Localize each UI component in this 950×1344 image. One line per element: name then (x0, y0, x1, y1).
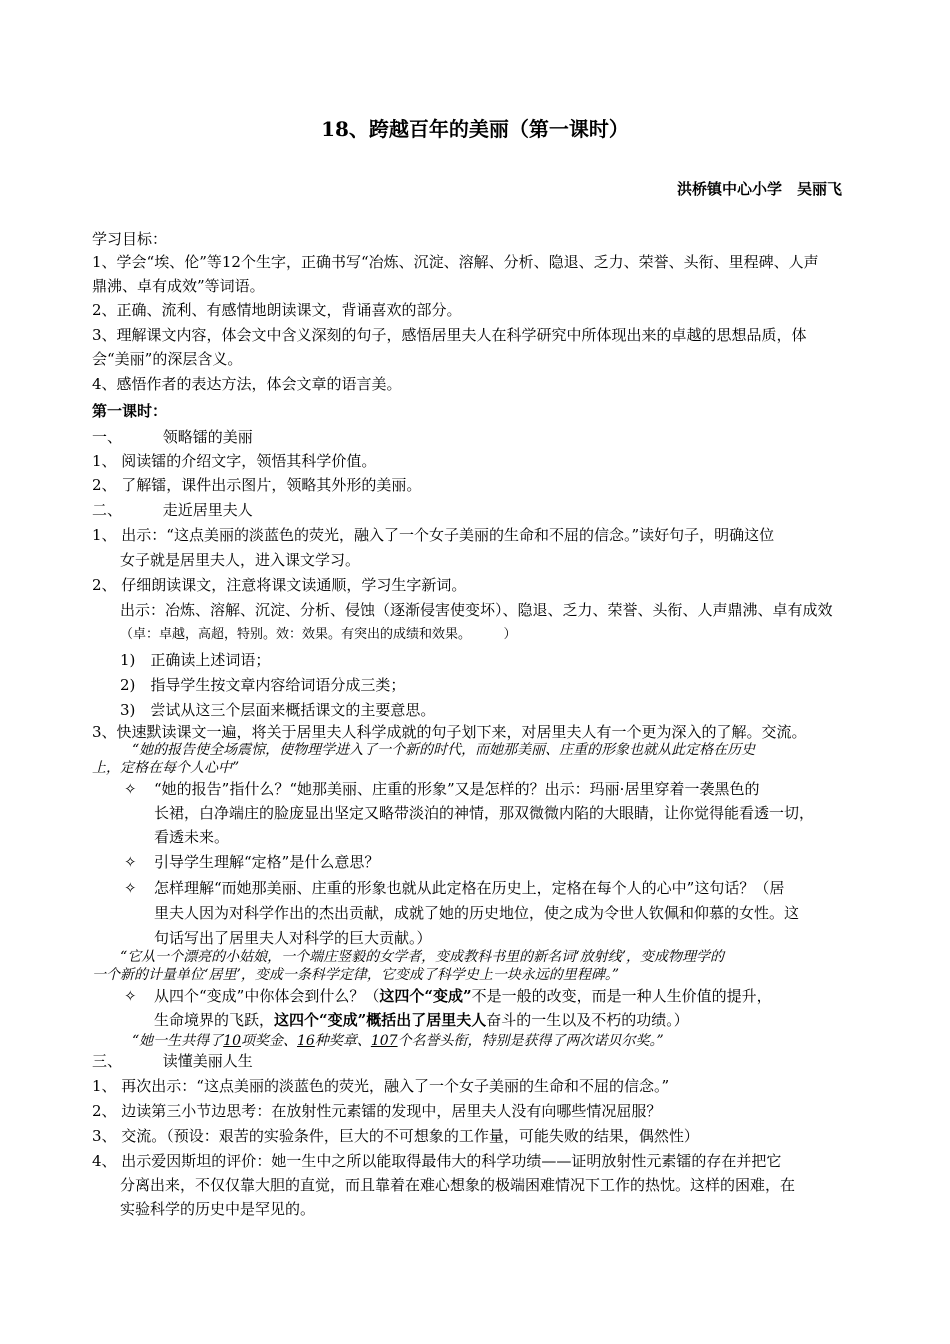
quote-1-line-1: “她的报告使全场震惊，使物理学进入了一个新的时代，而她那美丽、庄重的形象也就从此定格在历史 (132, 742, 756, 758)
discussion-2 (124, 852, 379, 872)
discussion-4-line-2 (154, 1010, 689, 1030)
emphasis-text: 这四个“变成” (379, 987, 472, 1005)
discussion-3-line-2: 里夫人因为对科学作出的杰出贡献，成就了她的历史地位，使之成为令世人钦佩和仰慕的女性。这 (154, 904, 800, 922)
discussion-1-line-2: 长裙，白净端庄的脸庞显出坚定又略带淡泊的神情，那双微微内陷的大眼睛，让你觉得能看透一切， (154, 804, 815, 822)
section-title: 读懂美丽人生 (162, 1052, 253, 1070)
discussion-text: 怎样理解“而她那美丽、庄重的形象也就从此定格在历史上，定格在每个人的心中”这句话？（居 (154, 879, 785, 897)
discussion-text: “她的报告”指什么？“她那美丽、庄重的形象”又是怎样的？出示：玛丽·居里穿着一袭黑色的 (154, 780, 760, 798)
quote-text: “她一生共得了 (132, 1033, 224, 1049)
quote-number: 16 (297, 1033, 315, 1049)
section-title: 走近居里夫人 (162, 501, 253, 519)
discussion-text: 奋斗的一生以及不朽的功绩。） (486, 1011, 689, 1029)
goal-3-line-2: 会“美丽”的深层含义。 (92, 350, 243, 368)
discussion-3-line-3: 句话写出了居里夫人对科学的巨大贡献。） (154, 929, 432, 947)
discussion-text: 引导学生理解“定格”是什么意思？ (154, 853, 380, 871)
section-2-item-1-line-2: 女子就是居里夫人，进入课文学习。 (120, 551, 361, 569)
quote-text: 个名誉头衔，特别是获得了两次诺贝尔奖。” (397, 1033, 664, 1049)
section-3-heading (92, 1051, 253, 1071)
discussion-text: 不是一般的改变，而是一种人生价值的提升， (471, 987, 772, 1005)
goal-1-line-2: 鼎沸、卓有成效”等词语。 (92, 277, 265, 295)
section-number: 二、 (92, 501, 123, 519)
section-1-item-1: 1、 阅读镭的介绍文字，领悟其科学价值。 (92, 452, 377, 470)
section-title: 领略镭的美丽 (162, 428, 253, 446)
vocab-list: 出示：冶炼、溶解、沉淀、分析、侵蚀（逐渐侵害使变坏）、隐退、乏力、荣誉、头衔、人声鼎沸、卓有成效 (120, 601, 833, 619)
section-3-item-4-line-3: 实验科学的历史中是罕见的。 (120, 1200, 316, 1218)
sub-item-3: 3) 尝试从这三个层面来概括课文的主要意思。 (120, 701, 436, 719)
quote-text: 项奖金、 (241, 1033, 297, 1049)
discussion-4 (124, 986, 772, 1006)
discussion-1-line-3: 看透未来。 (154, 828, 230, 846)
quote-text: 种奖章、 (314, 1033, 371, 1049)
section-3-item-4-line-1: 4、 出示爱因斯坦的评价：她一生中之所以能取得最伟大的科学功绩——证明放射性元素镭的存在并把它 (92, 1152, 782, 1170)
diamond-bullet-icon: ✧ (124, 987, 137, 1005)
vocab-note: （卓：卓越，高超，特别。效：效果。有突出的成绩和效果。 ） (120, 627, 517, 642)
goal-3-line-1: 3、理解课文内容，体会文中含义深刻的句子，感悟居里夫人在科学研究中所体现出来的卓越的思想品质，体 (92, 326, 807, 344)
section-3-item-4-line-2: 分离出来，不仅仅靠大胆的直觉，而且靠着在难心想象的极端困难情况下工作的热忱。这样的困难，在 (120, 1176, 796, 1194)
section-2-item-1-line-1: 1、 出示：“这点美丽的淡蓝色的荧光，融入了一个女子美丽的生命和不屈的信念。”读好句子，明确这位 (92, 526, 775, 544)
discussion-3 (124, 878, 784, 898)
section-number: 一、 (92, 428, 123, 446)
author-line: 洪桥镇中心小学 吴丽飞 (676, 180, 842, 198)
goals-heading: 学习目标： (92, 230, 168, 248)
lesson-heading: 第一课时： (92, 402, 168, 420)
sub-item-2: 2) 指导学生按文章内容给词语分成三类； (120, 676, 406, 694)
discussion-text: 从四个“变成”中你体会到什么？（ (154, 987, 380, 1005)
quote-number: 107 (370, 1033, 398, 1049)
goal-1-line-1: 1、学会“埃、伦”等12个生字，正确书写“冶炼、沉淀、溶解、分析、隐退、乏力、荣誉、头衔、里程碑、人声 (92, 253, 819, 271)
section-2-heading (92, 500, 253, 520)
goal-4: 4、感悟作者的表达方法，体会文章的语言美。 (92, 375, 402, 393)
section-1-item-2: 2、 了解镭，课件出示图片，领略其外形的美丽。 (92, 476, 422, 494)
emphasis-text: 这四个“变成”概括出了居里夫人 (274, 1011, 487, 1029)
quote-number: 10 (223, 1033, 241, 1049)
section-3-item-1: 1、 再次出示：“这点美丽的淡蓝色的荧光，融入了一个女子美丽的生命和不屈的信念。” (92, 1077, 670, 1095)
diamond-bullet-icon: ✧ (124, 780, 137, 798)
section-number: 三、 (92, 1052, 123, 1070)
discussion-text: 生命境界的飞跃， (154, 1011, 275, 1029)
diamond-bullet-icon: ✧ (124, 879, 137, 897)
section-1-heading (92, 427, 253, 447)
sub-item-1: 1) 正确读上述词语； (120, 651, 271, 669)
discussion-1 (124, 779, 759, 799)
section-3-item-2: 2、 边读第三小节边思考：在放射性元素镭的发现中，居里夫人没有向哪些情况屈服？ (92, 1102, 662, 1120)
quote-2-line-1: “它从一个漂亮的小姑娘，一个端庄竖毅的女学者，变成教科书里的新名词‘放射线’，变成物理学的 (120, 949, 725, 965)
diamond-bullet-icon: ✧ (124, 853, 137, 871)
quote-3 (132, 1031, 664, 1051)
quote-1-line-2: 上，定格在每个人心中” (92, 760, 240, 776)
section-2-item-2: 2、 仔细朗读课文，注意将课文读通顺，学习生字新词。 (92, 576, 467, 594)
quote-2-line-2: 一个新的计量单位‘居里’，变成一条科学定律，它变成了科学史上一块永远的里程碑。” (92, 967, 620, 983)
section-3-item-3: 3、 交流。（预设：艰苦的实验条件，巨大的不可想象的工作量，可能失败的结果，偶然性） (92, 1127, 699, 1145)
section-2-item-3: 3、快速默读课文一遍，将关于居里夫人科学成就的句子划下来，对居里夫人有一个更为深入的了解。交流。 (92, 723, 807, 741)
page-title: 18、跨越百年的美丽（第一课时） (321, 117, 629, 141)
goal-2: 2、正确、流利、有感情地朗读课文，背诵喜欢的部分。 (92, 301, 462, 319)
